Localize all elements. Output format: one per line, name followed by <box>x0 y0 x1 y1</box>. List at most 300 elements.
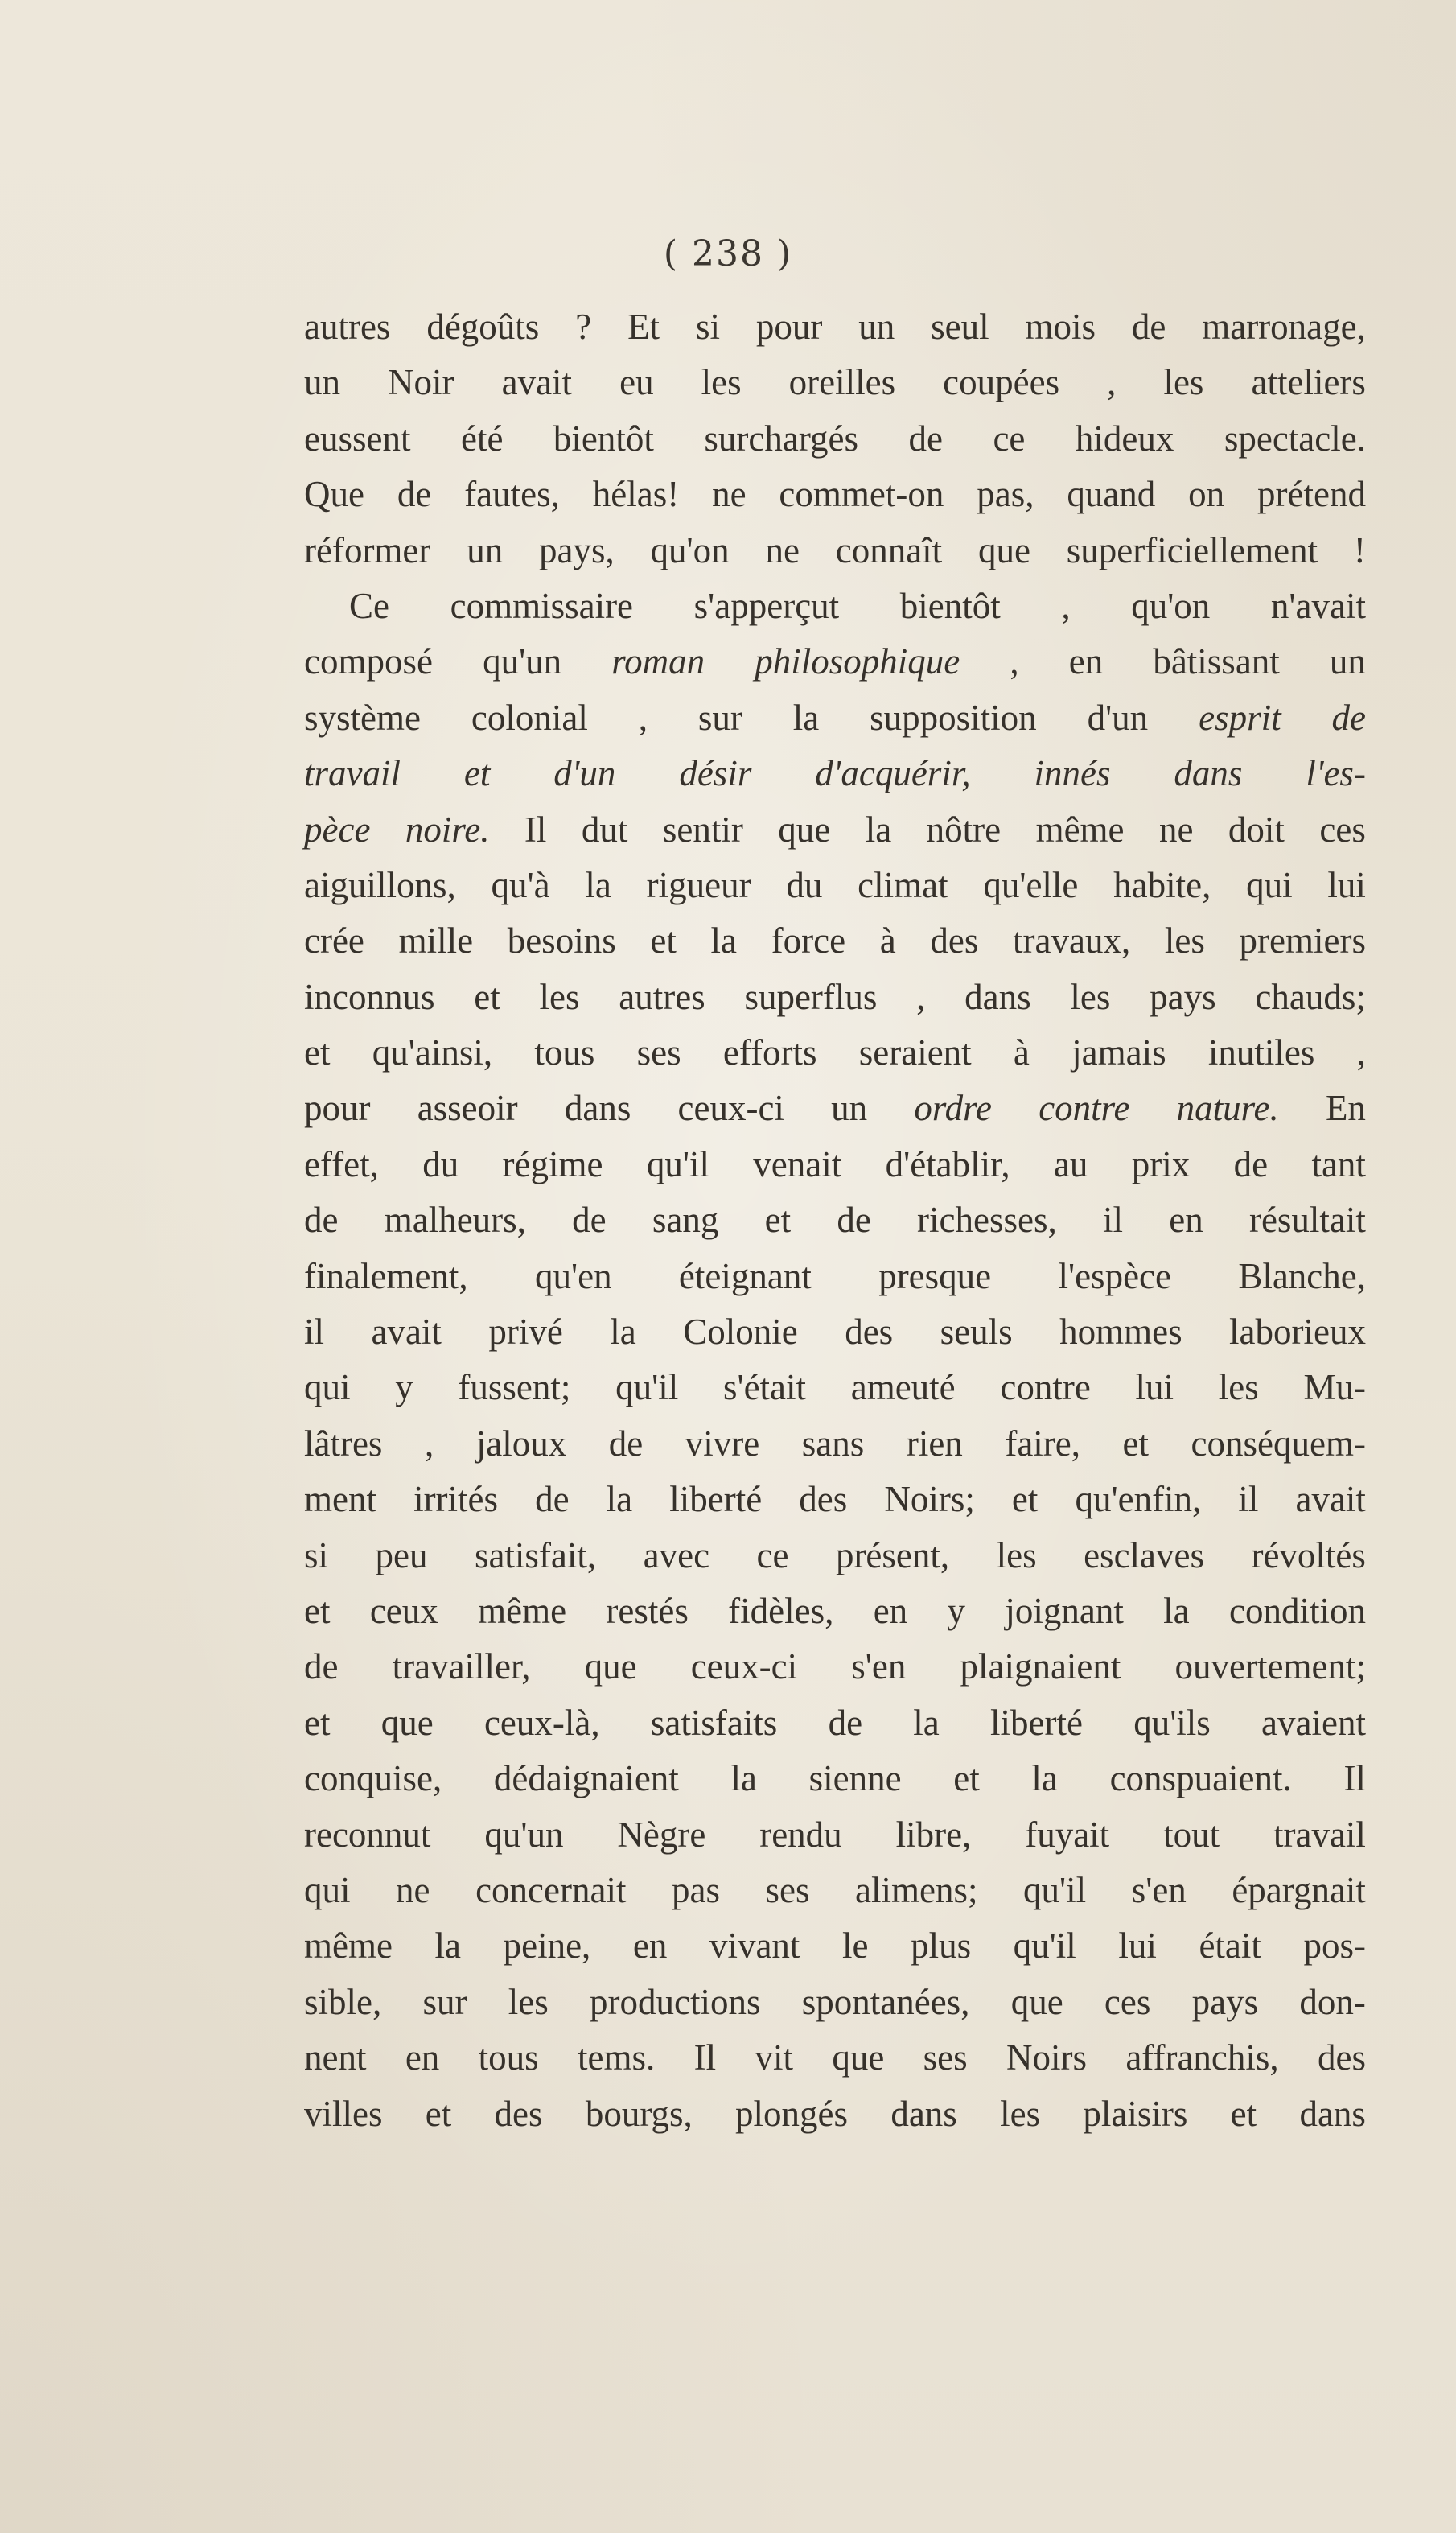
text-word: productions <box>590 1981 761 2022</box>
text-word: en <box>632 1925 668 1967</box>
text-word: les <box>1163 362 1204 403</box>
text-word: les <box>508 1981 549 2022</box>
text-word: conspuaient. <box>1109 1758 1292 1799</box>
text-word: des <box>930 921 979 962</box>
text-word: chauds; <box>1255 976 1366 1017</box>
text-word: dans <box>1299 2093 1366 2134</box>
text-word: mois <box>1025 307 1096 347</box>
text-word: qu'enfin, <box>1075 1479 1202 1520</box>
text-word: nôtre <box>926 809 1002 850</box>
text-word: tant <box>1311 1143 1366 1184</box>
text-word: dégoûts <box>426 307 540 347</box>
text-word: jamais <box>1071 1032 1166 1073</box>
text-word: ses <box>923 2037 968 2078</box>
text-word: et <box>304 1032 331 1073</box>
text-word: régime <box>502 1143 603 1184</box>
text-word: qu'à <box>491 864 550 905</box>
text-word: restés <box>606 1590 689 1631</box>
text-word: ne <box>765 529 800 570</box>
text-word: ceux-ci <box>690 1646 798 1687</box>
text-word: Il <box>693 2037 717 2078</box>
text-line <box>304 1975 1366 2030</box>
text-word: eussent <box>304 418 411 459</box>
text-word: vit <box>755 2037 793 2078</box>
text-word: s'en <box>851 1646 907 1687</box>
text-word: malheurs, <box>384 1200 526 1241</box>
text-word: connaît <box>835 529 943 570</box>
text-word: rien <box>906 1423 963 1464</box>
text-word: effet, <box>304 1143 379 1184</box>
text-word: presque <box>878 1255 992 1296</box>
text-word: et <box>953 1758 980 1799</box>
text-word: d'établir, <box>885 1143 1010 1184</box>
text-word: noire. <box>405 809 490 850</box>
text-word: la <box>913 1702 940 1743</box>
text-word: vivant <box>709 1925 800 1967</box>
text-line <box>304 1360 1366 1415</box>
text-word: prix <box>1131 1143 1191 1184</box>
text-word: travail <box>1273 1814 1366 1855</box>
text-word: un <box>858 307 895 347</box>
text-word: seraient <box>858 1032 972 1073</box>
text-word: premiers <box>1239 921 1366 962</box>
text-word: ces <box>1319 809 1366 850</box>
text-word: des <box>1318 2037 1366 2078</box>
text-word: la <box>1163 1590 1190 1631</box>
text-word: été <box>460 418 504 459</box>
text-word: travailler, <box>392 1646 531 1687</box>
text-word: surchargés <box>704 418 858 459</box>
text-word: lui <box>1327 864 1366 905</box>
text-word: s'en <box>1131 1869 1187 1910</box>
text-word: et <box>650 921 677 962</box>
text-word: sans <box>801 1423 865 1464</box>
text-word: les <box>1000 2093 1041 2134</box>
text-word: plus <box>911 1925 972 1967</box>
text-word: pays <box>1150 976 1216 1017</box>
text-word: et <box>1011 1479 1039 1520</box>
text-line <box>304 690 1366 746</box>
text-word: de <box>1233 1143 1269 1184</box>
text-word: En <box>1325 1088 1366 1129</box>
text-word: les <box>1164 921 1205 962</box>
text-word: fuyait <box>1025 1814 1110 1855</box>
text-word: habite, <box>1113 864 1211 905</box>
text-word: la <box>585 864 611 905</box>
text-word: que <box>832 2037 885 2078</box>
text-word: ne <box>1158 809 1194 850</box>
text-word: ameuté <box>850 1367 956 1408</box>
text-word: et <box>304 1702 331 1743</box>
text-word: lui <box>1118 1925 1157 1967</box>
text-word: dans <box>964 976 1031 1017</box>
text-word: philosophique <box>755 641 960 682</box>
text-word: irrités <box>413 1479 499 1520</box>
text-line <box>304 467 1366 522</box>
text-line <box>304 1137 1366 1192</box>
text-word: réformer <box>304 529 431 570</box>
text-word: désir <box>679 753 752 794</box>
text-word: peu <box>375 1534 428 1575</box>
text-word: il <box>1238 1479 1259 1520</box>
text-word: y <box>395 1367 413 1408</box>
text-word: pos- <box>1303 1925 1366 1967</box>
text-word: qui <box>304 1869 351 1910</box>
text-word: même <box>1035 809 1125 850</box>
text-word: finalement, <box>304 1255 468 1296</box>
text-word: la <box>730 1758 757 1799</box>
text-word: des <box>845 1312 894 1353</box>
text-line <box>304 1863 1366 1918</box>
text-word: Ce <box>349 585 389 626</box>
text-word: joignant <box>1005 1590 1124 1631</box>
text-word: bâtissant <box>1153 641 1280 682</box>
text-word: esprit <box>1199 697 1281 738</box>
text-word: au <box>1053 1143 1088 1184</box>
text-word: et <box>463 753 491 794</box>
text-word: épargnait <box>1232 1869 1366 1910</box>
text-word: de <box>1331 697 1366 738</box>
text-word: qui <box>304 1367 351 1408</box>
text-word: qu'il <box>1023 1869 1087 1910</box>
text-word: contre <box>1039 1088 1130 1129</box>
text-word: richesses, <box>917 1200 1057 1241</box>
text-line <box>304 1918 1366 1974</box>
text-word: , <box>916 976 926 1017</box>
text-word: présent, <box>835 1534 950 1575</box>
text-word: commissaire <box>450 585 634 626</box>
text-word: il <box>1102 1200 1123 1241</box>
text-word: les <box>539 976 580 1017</box>
text-word: dans <box>1174 753 1243 794</box>
text-word: venait <box>753 1143 842 1184</box>
text-word: inutiles <box>1207 1032 1315 1073</box>
text-word: si <box>304 1534 329 1575</box>
text-word: avaient <box>1261 1702 1366 1743</box>
text-word: ses <box>765 1869 810 1910</box>
text-word: sible, <box>304 1981 382 2022</box>
text-word: du <box>786 864 823 905</box>
text-word: l'es- <box>1306 753 1366 794</box>
text-word: spontanées, <box>801 1981 970 2022</box>
text-word: asseoir <box>417 1088 518 1129</box>
text-word: atteliers <box>1251 362 1366 403</box>
text-word: climat <box>858 864 948 905</box>
text-word: même <box>478 1590 567 1631</box>
text-word: du <box>422 1143 459 1184</box>
text-word: qu'en <box>535 1255 612 1296</box>
text-word: les <box>1218 1367 1259 1408</box>
text-word: la <box>792 697 820 738</box>
text-line <box>304 970 1366 1025</box>
text-word: éteignant <box>678 1255 812 1296</box>
text-word: sienne <box>808 1758 902 1799</box>
text-word: rendu <box>759 1814 842 1855</box>
text-word: que <box>1010 1981 1063 2022</box>
text-word: Noir <box>388 362 454 403</box>
text-line <box>304 523 1366 579</box>
text-word: de <box>908 418 943 459</box>
text-word: ? <box>575 307 592 347</box>
text-word: commet-on <box>779 474 944 515</box>
text-word: avait <box>371 1312 442 1353</box>
text-word: en <box>1068 641 1104 682</box>
text-line <box>304 411 1366 467</box>
text-word: un <box>304 362 340 403</box>
text-word: de <box>397 474 432 515</box>
text-word: en <box>405 2037 440 2078</box>
text-word: peine, <box>503 1925 591 1967</box>
text-line <box>304 802 1366 858</box>
text-word: pays, <box>538 529 615 570</box>
text-word: , <box>1107 362 1117 403</box>
text-word: l'espèce <box>1058 1255 1171 1296</box>
text-word: crée <box>304 921 364 962</box>
text-word: en <box>1169 1200 1203 1241</box>
text-word: ne <box>712 474 747 515</box>
text-word: bientôt <box>553 418 654 459</box>
text-word: liberté <box>669 1479 763 1520</box>
text-word: tems. <box>578 2037 656 2078</box>
text-word: ces <box>1104 1981 1151 2022</box>
text-word: Mu- <box>1303 1367 1366 1408</box>
text-word: que <box>584 1646 637 1687</box>
text-word: révoltés <box>1251 1534 1366 1575</box>
text-word: d'un <box>553 753 616 794</box>
text-word: pays <box>1191 1981 1259 2022</box>
text-word: force <box>771 921 846 962</box>
text-word: composé <box>304 641 433 682</box>
text-word: la <box>434 1925 462 1967</box>
text-word: avait <box>501 362 573 403</box>
text-word: ce <box>756 1534 789 1575</box>
text-word: prétend <box>1257 474 1366 515</box>
text-word: s'apperçut <box>693 585 840 626</box>
text-word: la <box>1031 1758 1058 1799</box>
text-word: doit <box>1228 809 1285 850</box>
text-line <box>304 746 1366 801</box>
text-word: , <box>1061 585 1071 626</box>
text-word: faire, <box>1005 1423 1080 1464</box>
text-word: de <box>572 1200 607 1241</box>
text-word: en <box>873 1590 908 1631</box>
text-word: avec <box>643 1534 710 1575</box>
text-line <box>304 355 1366 410</box>
text-word: privé <box>488 1312 563 1353</box>
text-line <box>304 2086 1366 2142</box>
text-word: si <box>695 307 720 347</box>
text-word: de <box>535 1479 570 1520</box>
text-word: tous <box>478 2037 539 2078</box>
text-word: autres <box>619 976 705 1017</box>
text-word: conquise, <box>304 1758 442 1799</box>
text-word: n'avait <box>1270 585 1366 626</box>
text-word: sang <box>652 1200 719 1241</box>
text-word: travaux, <box>1013 921 1131 962</box>
text-word: bourgs, <box>585 2093 693 2134</box>
text-word: dédaignaient <box>493 1758 679 1799</box>
text-word: , <box>424 1423 434 1464</box>
text-word: reconnut <box>304 1814 431 1855</box>
text-word: eu <box>619 362 654 403</box>
text-word: coupées <box>943 362 1060 403</box>
text-line <box>304 858 1366 913</box>
text-line <box>304 634 1366 690</box>
text-word: Noirs <box>1006 2037 1087 2078</box>
text-line <box>304 1807 1366 1863</box>
text-word: qu'un <box>483 641 562 682</box>
text-word: d'acquérir, <box>815 753 971 794</box>
text-word: sentir <box>662 809 743 850</box>
text-word: ouvertement; <box>1174 1646 1366 1687</box>
text-word: un <box>467 529 504 570</box>
text-word: spectacle. <box>1224 418 1366 459</box>
text-word: aiguillons, <box>304 864 456 905</box>
text-word: que <box>778 809 831 850</box>
text-word: qu'il <box>615 1367 679 1408</box>
text-word: il <box>304 1312 325 1353</box>
text-word: tout <box>1163 1814 1220 1855</box>
text-word: , <box>1356 1032 1366 1073</box>
text-word: on <box>1188 474 1225 515</box>
text-word: alimens; <box>855 1869 978 1910</box>
text-word: qu'ainsi, <box>372 1032 493 1073</box>
text-line <box>304 1639 1366 1695</box>
text-word: rigueur <box>646 864 751 905</box>
text-word: , <box>1010 641 1019 682</box>
text-word: pour <box>304 1088 371 1129</box>
text-word: inconnus <box>304 976 435 1017</box>
text-word: seul <box>931 307 989 347</box>
text-word: , <box>638 697 648 738</box>
text-word: dut <box>581 809 628 850</box>
text-word: plaignaient <box>960 1646 1121 1687</box>
text-word: de <box>1131 307 1166 347</box>
text-word: innés <box>1034 753 1111 794</box>
text-line <box>304 579 1366 634</box>
text-word: ceux-ci <box>677 1088 784 1129</box>
text-word: des <box>494 2093 543 2134</box>
text-word: de <box>837 1200 871 1241</box>
text-word: plaisirs <box>1083 2093 1188 2134</box>
text-word: et <box>425 2093 452 2134</box>
text-word: le <box>842 1925 869 1967</box>
text-word: ne <box>396 1869 430 1910</box>
text-word: Blanche, <box>1238 1255 1366 1296</box>
text-word: les <box>996 1534 1037 1575</box>
text-word: marronage, <box>1202 307 1366 347</box>
text-word: oreilles <box>788 362 896 403</box>
text-word: quand <box>1067 474 1156 515</box>
text-word: condition <box>1228 1590 1366 1631</box>
text-line <box>304 2030 1366 2086</box>
text-word: d'un <box>1087 697 1149 738</box>
text-word: autres <box>304 307 391 347</box>
text-word: un <box>1329 641 1366 682</box>
text-word: Nègre <box>617 1814 706 1855</box>
text-word: qu'elle <box>983 864 1079 905</box>
text-word: et <box>1230 2093 1257 2134</box>
text-line <box>304 1249 1366 1304</box>
text-word: que <box>977 529 1030 570</box>
text-word: Il <box>524 809 547 850</box>
text-word: ! <box>1353 529 1366 570</box>
text-word: la <box>606 1479 633 1520</box>
text-word: satisfaits <box>650 1702 778 1743</box>
text-word: fidèles, <box>728 1590 834 1631</box>
text-word: ment <box>304 1479 376 1520</box>
text-word: sur <box>422 1981 467 2022</box>
text-word: pas, <box>977 474 1034 515</box>
text-word: villes <box>304 2093 383 2134</box>
text-word: pèce <box>304 809 371 850</box>
text-line <box>304 1472 1366 1527</box>
text-word: et <box>764 1200 792 1241</box>
text-line <box>304 913 1366 969</box>
text-word: la <box>710 921 737 962</box>
text-word: qu'un <box>484 1814 564 1855</box>
text-line <box>304 1695 1366 1751</box>
text-word: contre <box>1000 1367 1091 1408</box>
text-word: dans <box>890 2093 957 2134</box>
text-word: système <box>304 697 421 738</box>
text-word: les <box>701 362 742 403</box>
text-word: qu'il <box>646 1143 709 1184</box>
text-word: lui <box>1135 1367 1174 1408</box>
text-word: la <box>610 1312 636 1353</box>
text-word: Et <box>627 307 660 347</box>
text-word: satisfait, <box>474 1534 597 1575</box>
text-word: efforts <box>722 1032 817 1073</box>
text-line <box>304 299 1366 355</box>
text-word: ordre <box>914 1088 992 1129</box>
text-line <box>304 1584 1366 1639</box>
text-line <box>304 1528 1366 1584</box>
text-word: qui <box>1246 864 1293 905</box>
text-word: jaloux <box>475 1423 567 1464</box>
text-word: ce <box>993 418 1026 459</box>
text-line <box>304 1416 1366 1472</box>
text-word: même <box>304 1925 393 1967</box>
text-word: affranchis, <box>1125 2037 1279 2078</box>
text-word: conséquem- <box>1191 1423 1366 1464</box>
text-word: libre, <box>895 1814 972 1855</box>
text-word: y <box>947 1590 966 1631</box>
text-word: tous <box>534 1032 595 1073</box>
text-word: et <box>474 976 500 1017</box>
text-word: superflus <box>744 976 878 1017</box>
body-text <box>304 299 1366 2142</box>
text-word: de <box>304 1200 339 1241</box>
text-line <box>304 1304 1366 1360</box>
text-word: Noirs; <box>884 1479 975 1520</box>
text-word: s'était <box>722 1367 807 1408</box>
text-word: était <box>1199 1925 1261 1967</box>
text-word: Que <box>304 474 364 515</box>
text-word: nent <box>304 2037 367 2078</box>
text-line <box>304 1751 1366 1806</box>
text-word: concernait <box>475 1869 627 1910</box>
text-word: superficiellement <box>1066 529 1318 570</box>
text-word: nature. <box>1176 1088 1279 1129</box>
text-word: de <box>608 1423 644 1464</box>
text-word: pas <box>671 1869 720 1910</box>
text-word: qu'il <box>1013 1925 1076 1967</box>
text-word: la <box>865 809 892 850</box>
text-word: lâtres <box>304 1423 383 1464</box>
text-word: de <box>828 1702 863 1743</box>
text-word: un <box>831 1088 868 1129</box>
